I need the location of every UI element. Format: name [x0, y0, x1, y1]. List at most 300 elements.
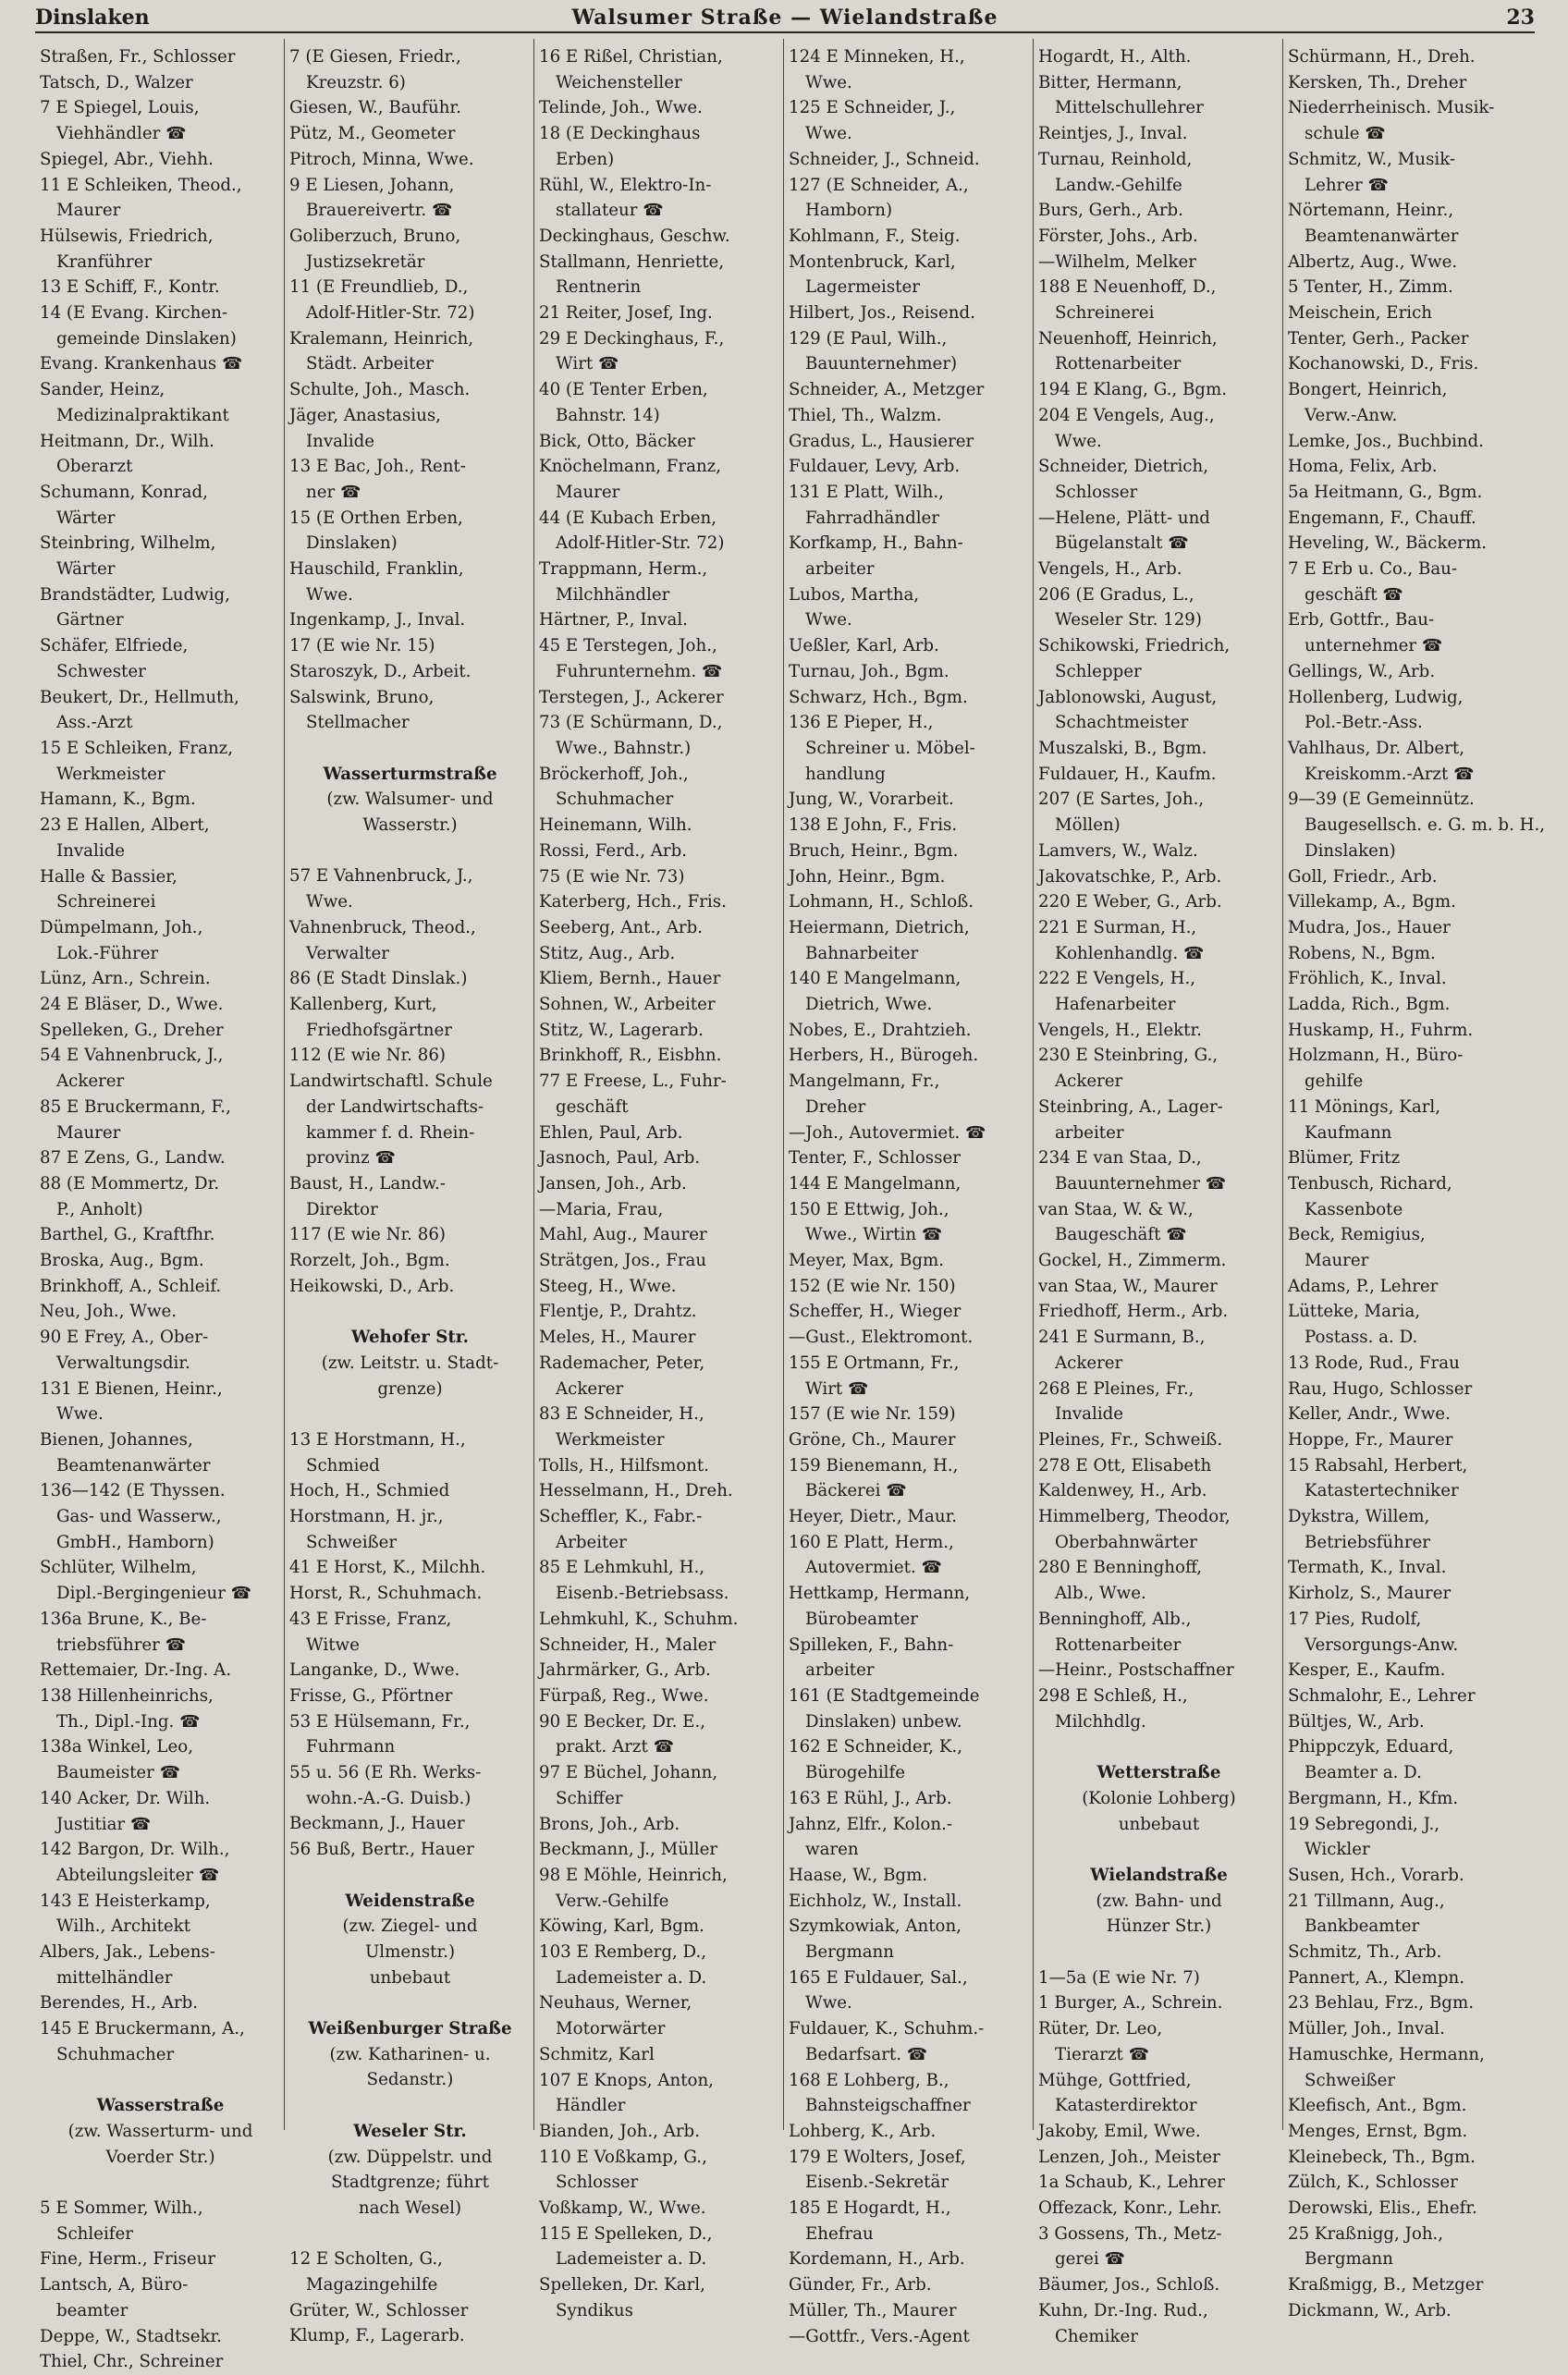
- directory-entry: 1 Burger, A., Schrein.: [1038, 1993, 1223, 2014]
- directory-entry: Bültjes, W., Arb.: [1288, 1711, 1425, 1732]
- entry-continuation: Weseler Str. 129): [1055, 610, 1202, 630]
- directory-entry: Phippczyk, Eduard,: [1288, 1737, 1454, 1757]
- entry-continuation: Bäckerei ☎: [805, 1481, 907, 1501]
- directory-entry: 90 E Frey, A., Ober-: [40, 1328, 209, 1348]
- directory-entry: Mahl, Aug., Maurer: [539, 1225, 707, 1245]
- directory-entry: Bergmann, H., Kfm.: [1288, 1788, 1459, 1808]
- entry-continuation: Wwe.: [805, 72, 852, 92]
- entry-continuation: wohn.-A.-G. Duisb.): [306, 1788, 472, 1808]
- directory-entry: Trappmann, Herm.,: [539, 559, 708, 580]
- directory-entry: Härtner, P., Inval.: [539, 610, 688, 630]
- directory-entry: Pitroch, Minna, Wwe.: [289, 149, 474, 169]
- directory-entry: Hoppe, Fr., Maurer: [1288, 1429, 1453, 1450]
- spacer: [40, 2170, 281, 2196]
- entry-continuation: waren: [805, 1840, 859, 1860]
- directory-entry: Salswink, Bruno,: [289, 687, 435, 707]
- entry-continuation: handlung: [805, 764, 886, 784]
- directory-entry: Beckmann, J., Müller: [539, 1840, 718, 1860]
- entry-continuation: Verw.-Anw.: [1305, 405, 1398, 425]
- directory-entry: Knöchelmann, Franz,: [539, 457, 722, 477]
- directory-entry: Burs, Gerh., Arb.: [1038, 201, 1183, 221]
- directory-entry: 45 E Terstegen, Joh.,: [539, 636, 717, 656]
- directory-entry: —Maria, Frau,: [539, 1199, 664, 1219]
- entry-continuation: Schiffer: [556, 1788, 623, 1808]
- entry-continuation: Magazingehilfe: [306, 2275, 438, 2295]
- directory-entry: 206 (E Gradus, L.,: [1038, 584, 1194, 605]
- entry-continuation: Wilh., Architekt: [56, 1916, 191, 1937]
- spacer: [289, 1402, 531, 1427]
- directory-entry: 185 E Hogardt, H.,: [789, 2198, 951, 2219]
- directory-entry: Köwing, Karl, Bgm.: [539, 1916, 704, 1937]
- directory-entry: 7 (E Giesen, Friedr.,: [289, 47, 461, 67]
- directory-entry: Landwirtschaftl. Schule: [289, 1071, 493, 1092]
- directory-entry: 234 E van Staa, D.,: [1038, 1148, 1202, 1169]
- directory-entry: 54 E Vahnenbruck, J.,: [40, 1046, 224, 1066]
- directory-entry: 14 (E Evang. Kirchen-: [40, 303, 228, 324]
- directory-entry: Dykstra, Willem,: [1288, 1507, 1430, 1527]
- street-note: nach Wesel): [358, 2197, 462, 2218]
- directory-entry: Thiel, Chr., Schreiner: [40, 2352, 224, 2372]
- street-note: Sedanstr.): [366, 2070, 454, 2090]
- directory-entry: Lantsch, A, Büro-: [40, 2275, 189, 2295]
- directory-entry: Rettemaier, Dr.-Ing. A.: [40, 1660, 231, 1681]
- directory-entry: Rühl, W., Elektro-In-: [539, 175, 712, 195]
- entry-continuation: Lok.-Führer: [56, 943, 159, 963]
- directory-entry: Fuldauer, H., Kaufm.: [1038, 764, 1217, 784]
- entry-continuation: gerei ☎: [1055, 2249, 1126, 2270]
- directory-entry: Fröhlich, K., Inval.: [1288, 969, 1447, 989]
- entry-continuation: Autovermiet. ☎: [805, 1558, 943, 1578]
- directory-entry: Ladda, Rich., Bgm.: [1288, 995, 1451, 1015]
- entry-continuation: Maurer: [556, 482, 620, 502]
- directory-entry: Gellings, W., Arb.: [1288, 661, 1436, 681]
- directory-entry: Hülsewis, Friedrich,: [40, 226, 214, 246]
- header-rule: [35, 31, 1535, 33]
- directory-entry: Rau, Hugo, Schlosser: [1288, 1378, 1473, 1399]
- entry-continuation: Schmied: [306, 1455, 380, 1475]
- directory-entry: Stallmann, Henriette,: [539, 251, 725, 272]
- directory-entry: Jakoby, Emil, Wwe.: [1038, 2121, 1201, 2141]
- directory-entry: 21 Reiter, Josef, Ing.: [539, 303, 713, 324]
- entry-continuation: Rottenarbeiter: [1055, 354, 1182, 374]
- entry-continuation: Dinslaken): [306, 533, 398, 554]
- directory-entry: Dickmann, W., Arb.: [1288, 2300, 1452, 2320]
- directory-entry: Stitz, Aug., Arb.: [539, 943, 676, 963]
- directory-entry: Schmalohr, E., Lehrer: [1288, 1686, 1476, 1706]
- street-heading: Weißenburger Straße: [308, 2019, 512, 2039]
- directory-entry: 5a Heitmann, G., Bgm.: [1288, 482, 1483, 502]
- directory-entry: Beukert, Dr., Hellmuth,: [40, 687, 239, 707]
- entry-continuation: Bügelanstalt ☎: [1055, 533, 1189, 554]
- directory-entry: 43 E Frisse, Franz,: [289, 1609, 452, 1629]
- directory-entry: 220 E Weber, G., Arb.: [1038, 892, 1222, 912]
- directory-entry: 44 (E Kubach Erben,: [539, 508, 717, 528]
- entry-continuation: Dinslaken): [1305, 840, 1396, 861]
- directory-entry: Schneider, H., Maler: [539, 1634, 717, 1655]
- directory-entry: Reintjes, J., Inval.: [1038, 124, 1188, 144]
- directory-entry: 298 E Schleß, H.,: [1038, 1686, 1188, 1706]
- directory-entry: Tenbusch, Richard,: [1288, 1173, 1452, 1194]
- directory-entry: 73 (E Schürmann, D.,: [539, 713, 723, 733]
- directory-entry: Lubos, Martha,: [789, 584, 920, 605]
- entry-continuation: Syndikus: [556, 2300, 633, 2320]
- entry-continuation: der Landwirtschafts-: [306, 1096, 484, 1117]
- entry-continuation: Milchhdlg.: [1055, 1711, 1146, 1732]
- directory-entry: 13 E Schiff, F., Kontr.: [40, 277, 220, 298]
- street-heading: Wielandstraße: [1090, 1865, 1228, 1885]
- directory-entry: —Wilhelm, Melker: [1038, 251, 1196, 272]
- entry-continuation: Bauunternehmer): [805, 354, 958, 374]
- directory-entry: 1a Schaub, K., Lehrer: [1038, 2173, 1225, 2193]
- street-note: (zw. Wasserturm- und: [67, 2121, 253, 2141]
- entry-continuation: arbeiter: [1055, 1122, 1124, 1143]
- directory-entry: 90 E Becker, Dr. E.,: [539, 1711, 706, 1732]
- entry-continuation: Invalide: [1055, 1404, 1124, 1425]
- directory-entry: Jung, W., Vorarbeit.: [789, 790, 954, 810]
- entry-continuation: Schreiner u. Möbel-: [805, 738, 975, 758]
- directory-entry: van Staa, W., Maurer: [1038, 1276, 1218, 1296]
- entry-continuation: Betriebsführer: [1305, 1532, 1430, 1552]
- directory-entry: Müller, Joh., Inval.: [1288, 2019, 1445, 2039]
- entry-continuation: Adolf-Hitler-Str. 72): [556, 533, 725, 554]
- directory-entry: Brinkhoff, R., Eisbhn.: [539, 1046, 722, 1066]
- street-note: (Kolonie Lohberg): [1082, 1788, 1236, 1808]
- entry-continuation: Lagermeister: [805, 277, 920, 298]
- directory-entry: Hogardt, H., Alth.: [1038, 47, 1192, 67]
- directory-entry: Homa, Felix, Arb.: [1288, 457, 1438, 477]
- entry-continuation: Alb., Wwe.: [1055, 1584, 1146, 1604]
- directory-entry: Szymkowiak, Anton,: [789, 1916, 962, 1937]
- directory-entry: 23 Behlau, Frz., Bgm.: [1288, 1993, 1474, 2014]
- spacer: [289, 736, 531, 762]
- street-note: Voerder Str.): [105, 2147, 215, 2167]
- entry-continuation: Schweißer: [306, 1532, 398, 1552]
- header-town: Dinslaken: [35, 6, 150, 30]
- directory-entry: 9—39 (E Gemeinnütz.: [1288, 790, 1475, 810]
- directory-entry: 87 E Zens, G., Landw.: [40, 1148, 226, 1169]
- directory-entry: Dümpelmann, Joh.,: [40, 917, 203, 937]
- directory-entry: Hoch, H., Schmied: [289, 1481, 450, 1501]
- entry-continuation: Bürogehilfe: [805, 1763, 905, 1783]
- entry-continuation: Maurer: [56, 1122, 121, 1143]
- directory-entry: Schäfer, Elfriede,: [40, 636, 189, 656]
- directory-entry: 145 E Bruckermann, A.,: [40, 2019, 245, 2039]
- directory-entry: 124 E Minneken, H.,: [789, 47, 965, 67]
- directory-entry: Broska, Aug., Bgm.: [40, 1251, 204, 1271]
- entry-continuation: Witwe: [306, 1634, 360, 1655]
- directory-entry: 88 (E Mommertz, Dr.: [40, 1173, 220, 1194]
- entry-continuation: Kassenbote: [1305, 1199, 1403, 1219]
- directory-entry: Gockel, H., Zimmerm.: [1038, 1251, 1227, 1271]
- street-note: (zw. Leitstr. u. Stadt-: [321, 1353, 499, 1373]
- directory-entry: 131 E Platt, Wilh.,: [789, 482, 944, 502]
- directory-entry: —Gust., Elektromont.: [789, 1328, 974, 1348]
- directory-entry: 110 E Voßkamp, G.,: [539, 2147, 707, 2167]
- entry-continuation: Bahnarbeiter: [805, 943, 919, 963]
- directory-entry: Schmitz, Th., Arb.: [1288, 1942, 1442, 1963]
- directory-entry: Jasnoch, Paul, Arb.: [539, 1148, 701, 1169]
- column-5: [1034, 39, 1283, 2346]
- directory-entry: 155 E Ortmann, Fr.,: [789, 1353, 960, 1373]
- directory-entry: 41 E Horst, K., Milchh.: [289, 1558, 486, 1578]
- directory-entry: 143 E Heisterkamp,: [40, 1891, 211, 1911]
- entry-continuation: mittelhändler: [56, 1967, 173, 1988]
- entry-continuation: Schachtmeister: [1055, 713, 1189, 733]
- entry-continuation: Wwe.: [306, 892, 353, 912]
- directory-entry: 138 Hillenheinrichs,: [40, 1686, 214, 1706]
- directory-entry: 55 u. 56 (E Rh. Werks-: [289, 1763, 482, 1783]
- entry-continuation: Mittelschullehrer: [1055, 98, 1204, 118]
- entry-continuation: Gärtner: [56, 610, 124, 630]
- directory-entry: 140 E Mangelmann,: [789, 969, 962, 989]
- directory-entry: Derowski, Elis., Ehefr.: [1288, 2198, 1477, 2219]
- directory-entry: Turnau, Joh., Bgm.: [789, 661, 949, 681]
- directory-entry: 11 Mönings, Karl,: [1288, 1096, 1441, 1117]
- entry-continuation: Maurer: [56, 201, 121, 221]
- directory-entry: Jäger, Anastasius,: [289, 405, 441, 425]
- entry-continuation: arbeiter: [805, 559, 875, 580]
- directory-entry: Meles, H., Maurer: [539, 1328, 696, 1348]
- directory-entry: Nobes, E., Drahtzieh.: [789, 1020, 972, 1040]
- directory-entry: Gröne, Ch., Maurer: [789, 1429, 956, 1450]
- entry-continuation: Eisenb.-Sekretär: [805, 2173, 949, 2193]
- directory-entry: 11 E Schleiken, Theod.,: [40, 175, 242, 195]
- directory-entry: 188 E Neuenhoff, D.,: [1038, 277, 1217, 298]
- directory-entry: Schikowski, Friedrich,: [1038, 636, 1231, 656]
- directory-entry: 5 E Sommer, Wilh.,: [40, 2198, 203, 2219]
- directory-entry: Nörtemann, Heinr.,: [1288, 201, 1454, 221]
- directory-entry: Jahrmärker, G., Arb.: [539, 1660, 711, 1681]
- directory-entry: 222 E Vengels, H.,: [1038, 969, 1196, 989]
- entry-continuation: triebsführer ☎: [56, 1634, 187, 1655]
- page-header: [35, 4, 1535, 33]
- directory-entry: Kohlmann, F., Steig.: [789, 226, 961, 246]
- directory-entry: Vengels, H., Elektr.: [1038, 1020, 1202, 1040]
- entry-continuation: beamter: [56, 2300, 129, 2320]
- directory-entry: Termath, K., Inval.: [1288, 1558, 1447, 1578]
- entry-continuation: Wärter: [56, 559, 116, 580]
- spacer: [289, 839, 531, 864]
- directory-entry: 194 E Klang, G., Bgm.: [1038, 380, 1227, 400]
- entry-continuation: Milchhändler: [556, 584, 670, 605]
- directory-entry: Ehlen, Paul, Arb.: [539, 1122, 683, 1143]
- directory-entry: Fuldauer, Levy, Arb.: [789, 457, 961, 477]
- directory-entry: Beckmann, J., Hauer: [289, 1814, 465, 1834]
- entry-continuation: Eisenb.-Betriebsass.: [556, 1584, 729, 1604]
- directory-entry: Schlüter, Wilhelm,: [40, 1558, 197, 1578]
- directory-entry: 13 E Horstmann, H.,: [289, 1429, 466, 1450]
- entry-continuation: Wwe.: [56, 1404, 104, 1425]
- directory-entry: Huskamp, H., Fuhrm.: [1288, 1020, 1474, 1040]
- directory-entry: Blümer, Fritz: [1288, 1148, 1401, 1169]
- directory-entry: Steinbring, A., Lager-: [1038, 1096, 1223, 1117]
- entry-continuation: Schlosser: [556, 2173, 639, 2193]
- directory-entry: Hollenberg, Ludwig,: [1288, 687, 1464, 707]
- entry-continuation: Oberarzt: [56, 457, 133, 477]
- directory-entry: Hettkamp, Hermann,: [789, 1584, 971, 1604]
- directory-entry: Langanke, D., Wwe.: [289, 1660, 460, 1681]
- entry-continuation: Katastertechniker: [1305, 1481, 1459, 1501]
- directory-entry: 7 E Erb u. Co., Bau-: [1288, 559, 1458, 580]
- entry-continuation: Ackerer: [556, 1378, 624, 1399]
- directory-entry: 103 E Remberg, D.,: [539, 1942, 707, 1963]
- directory-entry: Müller, Th., Maurer: [789, 2300, 957, 2320]
- entry-continuation: Verwalter: [306, 943, 389, 963]
- entry-continuation: Justizsekretär: [306, 251, 425, 272]
- directory-entry: Vahlhaus, Dr. Albert,: [1288, 738, 1464, 758]
- directory-entry: —Joh., Autovermiet. ☎: [789, 1122, 986, 1143]
- directory-entry: Eichholz, W., Install.: [789, 1891, 962, 1911]
- directory-entry: 75 (E wie Nr. 73): [539, 866, 685, 887]
- directory-entry: Villekamp, A., Bgm.: [1288, 892, 1456, 912]
- directory-entry: 138 E John, F., Fris.: [789, 815, 958, 836]
- entry-continuation: Schlosser: [1055, 482, 1138, 502]
- directory-entry: 86 (E Stadt Dinslak.): [289, 969, 468, 989]
- entry-continuation: Wirt ☎: [556, 354, 619, 374]
- directory-entry: Klump, F., Lagerarb.: [289, 2326, 465, 2346]
- entry-continuation: Bergmann: [1305, 2249, 1393, 2270]
- street-note: Wasserstr.): [362, 815, 458, 836]
- directory-entry: Mudra, Jos., Hauer: [1288, 917, 1451, 937]
- directory-entry: Brons, Joh., Arb.: [539, 1814, 680, 1834]
- directory-entry: 12 E Scholten, G.,: [289, 2249, 443, 2270]
- directory-entry: 157 (E wie Nr. 159): [789, 1404, 956, 1425]
- header-street-range: Walsumer Straße — Wielandstraße: [571, 6, 998, 30]
- directory-entry: Spiegel, Abr., Viehh.: [40, 149, 214, 169]
- entry-continuation: Wärter: [56, 508, 116, 528]
- directory-entry: Albers, Jak., Lebens-: [40, 1942, 215, 1963]
- directory-entry: 165 E Fuldauer, Sal.,: [789, 1967, 968, 1988]
- directory-entry: 142 Bargon, Dr. Wilh.,: [40, 1840, 230, 1860]
- directory-entry: Jahnz, Elfr., Kolon.-: [789, 1814, 953, 1834]
- entry-continuation: Direktor: [306, 1199, 378, 1219]
- directory-entry: Bäumer, Jos., Schloß.: [1038, 2275, 1220, 2295]
- entry-continuation: Fahrradhändler: [805, 508, 940, 528]
- entry-continuation: Oberbahnwärter: [1055, 1532, 1197, 1552]
- directory-entry: Heikowski, D., Arb.: [289, 1276, 455, 1296]
- directory-entry: Keller, Andr., Wwe.: [1288, 1404, 1451, 1425]
- directory-entry: 268 E Pleines, Fr.,: [1038, 1378, 1194, 1399]
- directory-entry: Horst, R., Schuhmach.: [289, 1584, 483, 1604]
- directory-entry: Goliberzuch, Bruno,: [289, 226, 461, 246]
- directory-entry: 221 E Surman, H.,: [1038, 917, 1197, 937]
- directory-entry: 131 E Bienen, Heinr.,: [40, 1378, 223, 1399]
- entry-continuation: Schreinerei: [1055, 303, 1155, 324]
- directory-entry: Muszalski, B., Bgm.: [1038, 738, 1207, 758]
- directory-entry: Heitmann, Dr., Wilh.: [40, 431, 214, 451]
- directory-entry: 136a Brune, K., Be-: [40, 1609, 207, 1629]
- directory-entry: Albertz, Aug., Wwe.: [1288, 251, 1458, 272]
- entry-continuation: Ackerer: [56, 1071, 125, 1092]
- entry-continuation: stallateur ☎: [556, 201, 664, 221]
- directory-entry: 19 Sebregondi, J.,: [1288, 1814, 1440, 1834]
- entry-continuation: gehilfe: [1305, 1071, 1364, 1092]
- entry-continuation: Wwe.: [306, 584, 353, 605]
- directory-entry: 280 E Benninghoff,: [1038, 1558, 1202, 1578]
- entry-continuation: geschäft: [556, 1096, 629, 1117]
- directory-entry: 23 E Hallen, Albert,: [40, 815, 210, 836]
- entry-continuation: Bauunternehmer ☎: [1055, 1173, 1227, 1194]
- directory-entry: Ingenkamp, J., Inval.: [289, 610, 466, 630]
- entry-continuation: Medizinalpraktikant: [56, 405, 229, 425]
- directory-entry: Berendes, H., Arb.: [40, 1993, 199, 2014]
- directory-entry: Bröckerhoff, Joh.,: [539, 764, 689, 784]
- spacer: [1038, 1837, 1280, 1863]
- entry-continuation: Th., Dipl.-Ing. ☎: [56, 1711, 201, 1732]
- directory-entry: Schwarz, Hch., Bgm.: [789, 687, 968, 707]
- directory-entry: Himmelberg, Theodor,: [1038, 1507, 1231, 1527]
- directory-entry: 112 (E wie Nr. 86): [289, 1046, 446, 1066]
- entry-continuation: Beamter a. D.: [1305, 1763, 1422, 1783]
- spacer: [289, 1990, 531, 2016]
- directory-entry: 85 E Lehmkuhl, H.,: [539, 1558, 705, 1578]
- directory-entry: 77 E Freese, L., Fuhr-: [539, 1071, 727, 1092]
- directory-entry: Scheffler, K., Fabr.-: [539, 1507, 703, 1527]
- directory-entry: Mangelmann, Fr.,: [789, 1071, 940, 1092]
- directory-entry: 117 (E wie Nr. 86): [289, 1225, 446, 1245]
- street-heading: Wehofer Str.: [351, 1328, 469, 1348]
- entry-continuation: unternehmer ☎: [1305, 636, 1443, 656]
- directory-entry: Schulte, Joh., Masch.: [289, 380, 471, 400]
- entry-continuation: Kohlenhandlg. ☎: [1055, 943, 1205, 963]
- directory-entry: Schneider, A., Metzger: [789, 380, 985, 400]
- entry-continuation: Kreiskomm.-Arzt ☎: [1305, 764, 1475, 784]
- directory-entry: 24 E Bläser, D., Wwe.: [40, 995, 224, 1015]
- directory-entry: Lohberg, K., Arb.: [789, 2121, 937, 2141]
- directory-entry: 17 Pies, Rudolf,: [1288, 1609, 1422, 1629]
- directory-entry: Katerberg, Hch., Fris.: [539, 892, 727, 912]
- directory-entry: 160 E Platt, Herm.,: [789, 1532, 954, 1552]
- directory-entry: Zülch, K., Schlosser: [1288, 2173, 1458, 2193]
- directory-entry: Kirholz, S., Maurer: [1288, 1584, 1452, 1604]
- entry-continuation: Schuhmacher: [56, 2044, 175, 2064]
- directory-entry: Sander, Heinz,: [40, 380, 165, 400]
- directory-entry: Schmitz, Karl: [539, 2044, 655, 2064]
- directory-entry: Strätgen, Jos., Frau: [539, 1251, 707, 1271]
- directory-entry: 161 (E Stadtgemeinde: [789, 1686, 980, 1706]
- entry-continuation: Ackerer: [1055, 1353, 1123, 1373]
- entry-continuation: Landw.-Gehilfe: [1055, 175, 1182, 195]
- entry-continuation: Gas- und Wasserw.,: [56, 1507, 222, 1527]
- directory-entry: Brandstädter, Ludwig,: [40, 584, 230, 605]
- directory-entry: Pannert, A., Klempn.: [1288, 1967, 1465, 1988]
- entry-continuation: provinz ☎: [306, 1148, 397, 1169]
- entry-continuation: Fuhrmann: [306, 1737, 396, 1757]
- directory-entry: 11 (E Freundlieb, D.,: [289, 277, 469, 298]
- spacer: [289, 1299, 531, 1325]
- column-1: [35, 39, 285, 2372]
- directory-entry: —Gottfr., Vers.-Agent: [789, 2326, 970, 2346]
- street-heading: Wasserstraße: [96, 2096, 225, 2116]
- directory-entry: Halle & Bassier,: [40, 866, 178, 887]
- entry-continuation: Ehefrau: [805, 2223, 874, 2244]
- directory-entry: 97 E Büchel, Johann,: [539, 1763, 718, 1783]
- directory-entry: Tolls, H., Hilfsmont.: [539, 1455, 709, 1475]
- directory-entry: 18 (E Deckinghaus: [539, 124, 701, 144]
- entry-continuation: schule ☎: [1305, 124, 1386, 144]
- directory-entry: Voßkamp, W., Wwe.: [539, 2198, 706, 2219]
- directory-entry: Hamuschke, Hermann,: [1288, 2044, 1485, 2064]
- directory-entry: 163 E Rühl, J., Arb.: [789, 1788, 952, 1808]
- column-4: [784, 39, 1034, 2346]
- directory-entry: Kraßmigg, B., Metzger: [1288, 2275, 1484, 2295]
- directory-entry: 136 E Pieper, H.,: [789, 713, 934, 733]
- street-note: grenze): [377, 1378, 443, 1399]
- column-3: [534, 39, 784, 2320]
- directory-entry: Förster, Johs., Arb.: [1038, 226, 1198, 246]
- directory-entry: Fuldauer, K., Schuhm.-: [789, 2019, 985, 2039]
- entry-continuation: Katasterdirektor: [1055, 2096, 1197, 2116]
